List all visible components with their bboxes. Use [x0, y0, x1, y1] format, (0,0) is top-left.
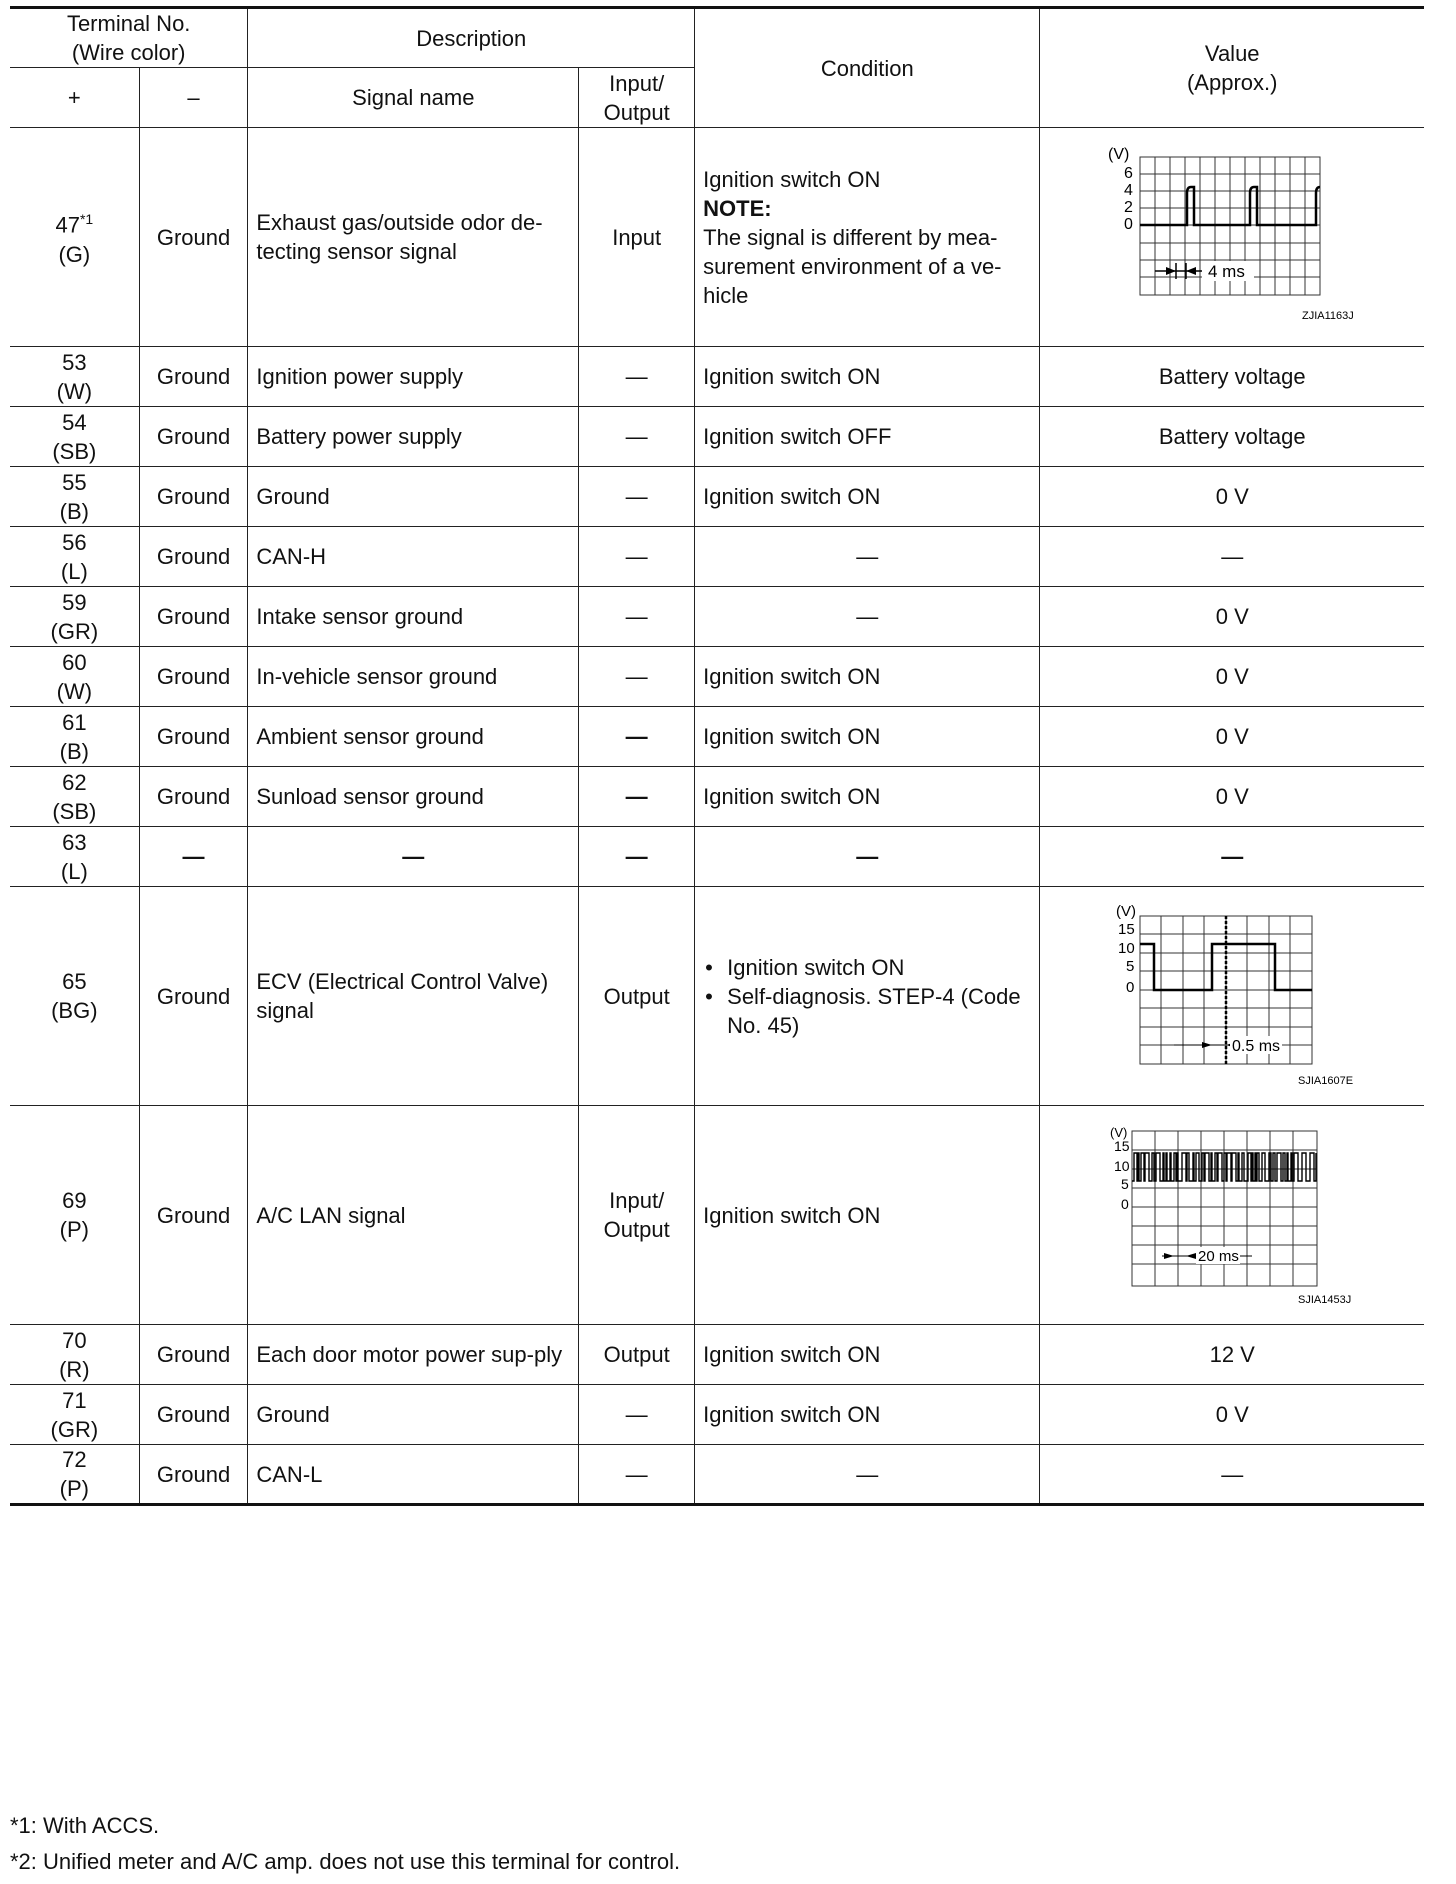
ground-cell: Ground [139, 1385, 248, 1445]
terminal-cell: 56 (L) [10, 527, 139, 587]
value-cell: 0 V [1040, 587, 1424, 647]
wave-tick: 5 [1121, 1175, 1130, 1192]
ground-cell: Ground [139, 1325, 248, 1385]
signal-name-cell: Ignition power supply [248, 347, 579, 407]
condition-cell: — [695, 1445, 1040, 1505]
table-row [10, 1106, 1424, 1325]
value-cell: — [1040, 1445, 1424, 1505]
table-row [10, 1385, 1424, 1445]
io-cell: — [579, 1385, 695, 1445]
table-row [10, 647, 1424, 707]
terminal-cell: 63 (L) [10, 827, 139, 887]
signal-name-cell: Intake sensor ground [248, 587, 579, 647]
signal-name-cell: Sunload sensor ground [248, 767, 579, 827]
signal-name-cell: Ground [248, 467, 579, 527]
condition-cell: Ignition switch ON [695, 647, 1040, 707]
value-cell: 0 V [1040, 647, 1424, 707]
wave-tick: 4 [1124, 182, 1134, 199]
wave-tick: 10 [1118, 939, 1135, 957]
terminal-cell: 69 (P) [10, 1106, 139, 1325]
io-cell: — [579, 1445, 695, 1505]
wave-tick: 0 [1126, 978, 1135, 996]
table-row [10, 887, 1424, 1106]
ground-cell: Ground [139, 707, 248, 767]
waveform-65 [1102, 904, 1362, 1089]
terminal-cell: 60 (W) [10, 647, 139, 707]
table-row [10, 827, 1424, 887]
ground-cell: Ground [139, 887, 248, 1106]
value-cell: 12 V [1040, 1325, 1424, 1385]
wave-tick: 2 [1124, 199, 1134, 216]
header-value: Value (Approx.) [1040, 8, 1424, 128]
wave-unit: (V) [1110, 1124, 1128, 1140]
io-cell: — [579, 827, 695, 887]
header-io: Input/ Output [579, 68, 695, 128]
wave-period-label: 20 ms [1198, 1247, 1240, 1265]
lan-signal-trace [1132, 1153, 1316, 1181]
condition-cell: — [695, 587, 1040, 647]
ground-cell: Ground [139, 128, 248, 347]
wave-tick: 0 [1124, 216, 1134, 233]
signal-name-cell: Each door motor power sup-ply [248, 1325, 579, 1385]
condition-cell: Ignition switch ON [695, 767, 1040, 827]
value-cell: 0 V [1040, 767, 1424, 827]
ground-cell: Ground [139, 347, 248, 407]
wave-tick: 15 [1114, 1137, 1130, 1154]
wave-tick: 15 [1118, 920, 1135, 938]
signal-name-cell: — [248, 827, 579, 887]
wave-period-label: 4 ms [1208, 262, 1246, 281]
table-row [10, 1325, 1424, 1385]
wave-tick: 0 [1121, 1195, 1130, 1212]
ground-cell: Ground [139, 647, 248, 707]
footnotes [10, 1808, 680, 1880]
table-row [10, 527, 1424, 587]
wave-period-label: 0.5 ms [1232, 1037, 1281, 1055]
condition-bullet: • Self-diagnosis. STEP-4 (Code No. 45) [703, 982, 1031, 1040]
ground-cell: Ground [139, 527, 248, 587]
condition-cell: — [695, 827, 1040, 887]
io-cell: — [579, 707, 695, 767]
io-cell: — [579, 347, 695, 407]
table-row [10, 707, 1424, 767]
table-row [10, 128, 1424, 347]
ground-cell: Ground [139, 767, 248, 827]
value-cell: 0 V [1040, 1385, 1424, 1445]
table-row [10, 467, 1424, 527]
terminal-spec-table [10, 6, 1424, 1506]
terminal-cell: 62 (SB) [10, 767, 139, 827]
value-cell [1040, 1106, 1424, 1325]
io-cell: — [579, 647, 695, 707]
table-row [10, 587, 1424, 647]
io-cell: — [579, 467, 695, 527]
terminal-cell: 47$^{*1}$ (G) [10, 128, 139, 347]
value-cell: 0 V [1040, 707, 1424, 767]
signal-name-cell: Ambient sensor ground [248, 707, 579, 767]
waveform-69 [1102, 1123, 1362, 1308]
header-plus: + [10, 68, 139, 128]
terminal-cell: 70 (R) [10, 1325, 139, 1385]
value-cell: — [1040, 827, 1424, 887]
value-cell: — [1040, 527, 1424, 587]
signal-name-cell: Ground [248, 1385, 579, 1445]
table-row [10, 1445, 1424, 1505]
value-cell [1040, 128, 1424, 347]
ground-cell: Ground [139, 1106, 248, 1325]
signal-name-cell: A/C LAN signal [248, 1106, 579, 1325]
value-cell [1040, 887, 1424, 1106]
terminal-cell: 61 (B) [10, 707, 139, 767]
header-description: Description [248, 8, 695, 68]
io-cell: — [579, 767, 695, 827]
ground-cell: — [139, 827, 248, 887]
signal-name-cell: In-vehicle sensor ground [248, 647, 579, 707]
condition-cell: Ignition switch ON [695, 707, 1040, 767]
table-row [10, 767, 1424, 827]
io-cell: Output [579, 1325, 695, 1385]
wave-unit: (V) [1116, 903, 1137, 920]
condition-cell: Ignition switch ON [695, 1325, 1040, 1385]
io-cell: — [579, 407, 695, 467]
signal-name-cell: CAN-L [248, 1445, 579, 1505]
io-cell: Input/ Output [579, 1106, 695, 1325]
io-cell: Input [579, 128, 695, 347]
value-cell: 0 V [1040, 467, 1424, 527]
condition-bullet: • Ignition switch ON [703, 953, 1031, 982]
condition-cell: Ignition switch ON [695, 347, 1040, 407]
footnote: *2: Unified meter and A/C amp. does not use this terminal for control. [10, 1849, 681, 1874]
ground-cell: Ground [139, 1445, 248, 1505]
condition-cell: Ignition switch ON [695, 467, 1040, 527]
figure-code: ZJIA1163J [1302, 310, 1355, 322]
figure-code: SJIA1607E [1298, 1074, 1354, 1087]
wave-tick: 6 [1124, 165, 1134, 182]
figure-code: SJIA1453J [1298, 1293, 1352, 1306]
condition-cell: Ignition switch ON [695, 1106, 1040, 1325]
ground-cell: Ground [139, 407, 248, 467]
header-terminal-no: Terminal No. (Wire color) [10, 8, 248, 68]
table-row [10, 407, 1424, 467]
io-cell: — [579, 587, 695, 647]
waveform-47 [1102, 147, 1362, 327]
condition-cell: — [695, 527, 1040, 587]
table-row [10, 347, 1424, 407]
condition-cell: Ignition switch ON NOTE: The signal is different by mea-surement environment of a ve-hicle [695, 128, 1040, 347]
terminal-cell: 59 (GR) [10, 587, 139, 647]
footnote: *1: With ACCS. [10, 1813, 160, 1838]
terminal-cell: 71 (GR) [10, 1385, 139, 1445]
wave-unit: (V) [1108, 147, 1130, 163]
terminal-cell: 53 (W) [10, 347, 139, 407]
condition-cell: Ignition switch ON [695, 1385, 1040, 1445]
value-cell: Battery voltage [1040, 407, 1424, 467]
header-condition: Condition [695, 8, 1040, 128]
ground-cell: Ground [139, 467, 248, 527]
terminal-cell: 72 (P) [10, 1445, 139, 1505]
header-minus: – [139, 68, 248, 128]
wave-tick: 5 [1126, 957, 1135, 975]
signal-name-cell: CAN-H [248, 527, 579, 587]
signal-name-cell: Battery power supply [248, 407, 579, 467]
signal-name-cell: ECV (Electrical Control Valve) signal [248, 887, 579, 1106]
io-cell: — [579, 527, 695, 587]
terminal-cell: 54 (SB) [10, 407, 139, 467]
terminal-cell: 65 (BG) [10, 887, 139, 1106]
io-cell: Output [579, 887, 695, 1106]
value-cell: Battery voltage [1040, 347, 1424, 407]
header-signal-name: Signal name [248, 68, 579, 128]
ground-cell: Ground [139, 587, 248, 647]
wave-tick: 10 [1114, 1157, 1130, 1174]
terminal-cell: 55 (B) [10, 467, 139, 527]
signal-name-cell: Exhaust gas/outside odor de-tecting sensor signal [248, 128, 579, 347]
condition-cell [695, 887, 1040, 1106]
condition-cell: Ignition switch OFF [695, 407, 1040, 467]
